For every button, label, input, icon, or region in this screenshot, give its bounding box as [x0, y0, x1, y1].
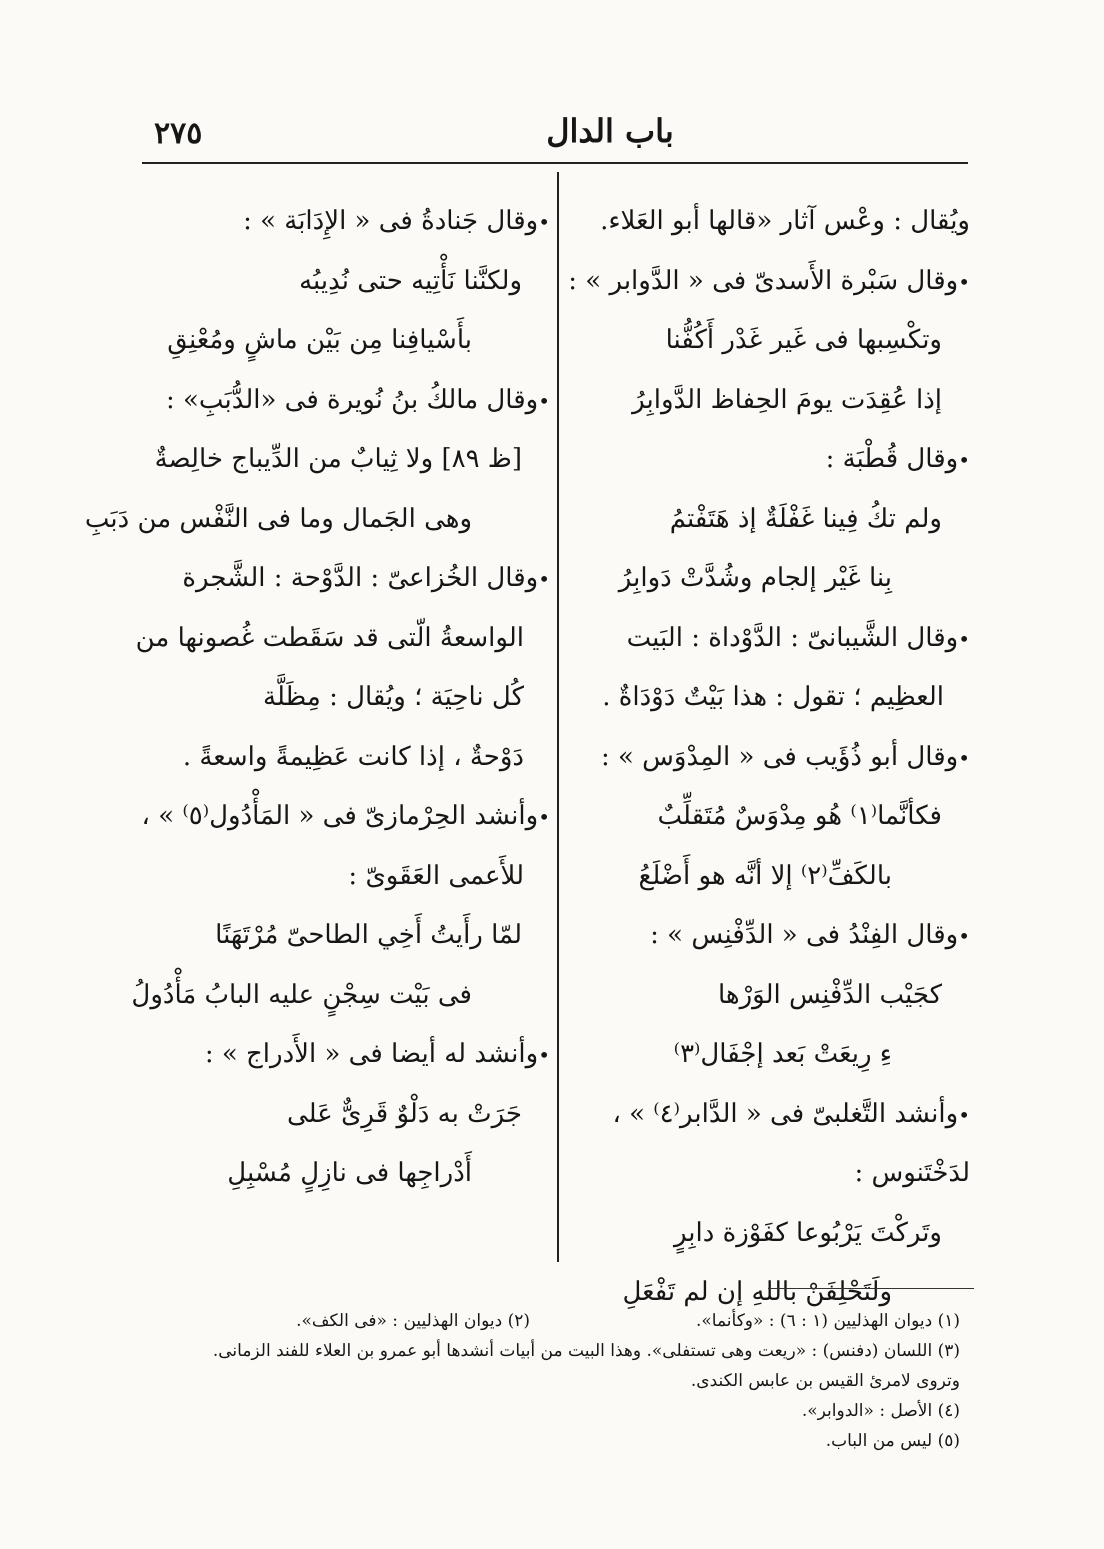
right-column — [568, 192, 970, 1307]
text-line: لدَخْتَنوس : — [854, 1158, 970, 1188]
text-line: فكأنَّما⁽١⁾ هُو مِدْوَسٌ مُتَقلِّبٌ — [657, 801, 942, 831]
left-column — [84, 192, 550, 1262]
footnote-text: (٣) اللسان (دفنس) : «ريعت وهى تستفلى». وهذا البيت من أبيات أنشدها أبو عمرو بن العلاء للفند الزمانى. — [212, 1341, 960, 1361]
footnote-row — [170, 1396, 960, 1426]
text-line: • وقال أبو ذُؤَيب فى « المِدْوَس » : — [578, 728, 970, 788]
text-line: بِنا غَيْر إلجام وشُدَّتْ دَوابِرُ — [618, 563, 892, 593]
text-line: • وأنشد التَّغلبىّ فى « الدَّابر⁽٤⁾ » ، — [578, 1085, 970, 1145]
text-line: • وأنشد الحِرْمازىّ فى « المَأْدُول⁽٥⁾ » ، — [150, 787, 550, 847]
text-line: • وقال قُطْبَة : — [578, 430, 970, 490]
footnote-row — [170, 1426, 960, 1456]
header-rule — [142, 162, 968, 164]
page-number: ٢٧٥ — [154, 116, 203, 151]
text-line: وتكْسِبها فى غَير غَدْر أَكُفُّنا — [665, 325, 942, 355]
text-line: للأَعمى العَقَوىّ : — [348, 860, 524, 891]
text-line: • وقال سَبْرة الأَسدىّ فى « الدَّوابر » : — [578, 252, 970, 312]
text-line: كجَيْب الدِّفْنِس الوَرْها — [717, 979, 942, 1010]
text-line: • وقال جَنادةُ فى « الإِدَابَة » : — [150, 192, 550, 252]
text-line: • وقال مالكُ بنُ نُويرة فى «الدُّبَبِ» : — [150, 371, 550, 431]
text-line: الواسعةُ الّتى قد سَقَطت غُصونها من — [135, 622, 524, 653]
text-line: ويُقال : وعْس آثار «قالها أبو العَلاء. — [600, 206, 970, 236]
text-line: ولكنَّنا نَأْتِيه حتى نُدِيبُه — [299, 265, 522, 296]
column-divider — [557, 172, 559, 1262]
text-line: إذا عُقِدَت يومَ الحِفاظ الدَّوابِرُ — [632, 384, 942, 415]
text-line: ولَتَحْلِفَنْ باللهِ إن لم تَفْعَلِ — [622, 1277, 892, 1307]
footnote-text: (٢) ديوان الهذليين : «فى الكف». — [296, 1311, 530, 1331]
text-line: ولم تكُ فِينا غَفْلَةٌ إذ هَتَفْتمُ — [669, 503, 942, 534]
text-line: • وقال الخُزاعىّ : الدَّوْحة : الشَّجرة — [150, 549, 550, 609]
text-line: • وقال الشَّيبانىّ : الدَّوْداة : البَيت — [578, 609, 970, 669]
page-header — [150, 112, 984, 152]
text-line: [ظ ٨٩] ولا ثِيابٌ من الدِّيباج خالِصةٌ — [154, 444, 522, 474]
text-line: كُل ناحِيَة ؛ ويُقال : مِظَلَّة — [263, 682, 524, 712]
text-line: دَوْحةٌ ، إذا كانت عَظِيمةً واسعةً . — [182, 741, 524, 772]
text-line: العظِيم ؛ تقول : هذا بَيْتٌ دَوْدَاةٌ . — [602, 682, 944, 712]
footnote-text: (٥) ليس من الباب. — [825, 1431, 960, 1451]
text-line: وهى الجَمال وما فى النَّفْس من دَبَبِ — [84, 503, 472, 534]
text-line: بأَسْيافِنا مِن بَيْن ماشٍ ومُعْنِقِ — [167, 325, 472, 355]
text-line: جَرَتْ به دَلْوٌ قَرِىٌّ عَلى — [287, 1098, 522, 1129]
footnotes — [170, 1306, 960, 1456]
footnote-row — [170, 1366, 960, 1396]
footnote-text: (٤) الأصل : «الدوابر». — [801, 1401, 960, 1421]
footnote-row — [170, 1336, 960, 1366]
text-line: أَدْراجِها فى نازِلٍ مُسْبِلِ — [227, 1158, 472, 1188]
text-line: ءِ رِيعَتْ بَعد إجْفَال⁽٣⁾ — [673, 1039, 892, 1069]
text-line: فى بَيْت سِجْنٍ عليه البابُ مَأْدُولُ — [131, 979, 472, 1010]
text-line: وتَركْتَ يَرْبُوعا كفَوْزة دابِرٍ — [673, 1217, 942, 1248]
running-head: باب الدال — [546, 112, 674, 150]
text-line: بالكَفِّ⁽٢⁾ إلا أنَّه هو أَضْلَعُ — [638, 860, 892, 891]
text-line: • وقال الفِنْدُ فى « الدِّفْنِس » : — [578, 906, 970, 966]
text-line: • وأنشد له أيضا فى « الأَدراج » : — [150, 1025, 550, 1085]
footnote-rule — [768, 1288, 974, 1289]
footnote-text: (١) ديوان الهذليين (١ : ٦) : «وكأنما». — [695, 1311, 960, 1331]
footnote-row — [170, 1306, 960, 1336]
text-line: لمّا رأَيتُ أَخِي الطاحىّ مُرْتَهَنًا — [215, 920, 522, 950]
footnote-text: وتروى لامرئ القيس بن عابس الكندى. — [690, 1371, 960, 1391]
